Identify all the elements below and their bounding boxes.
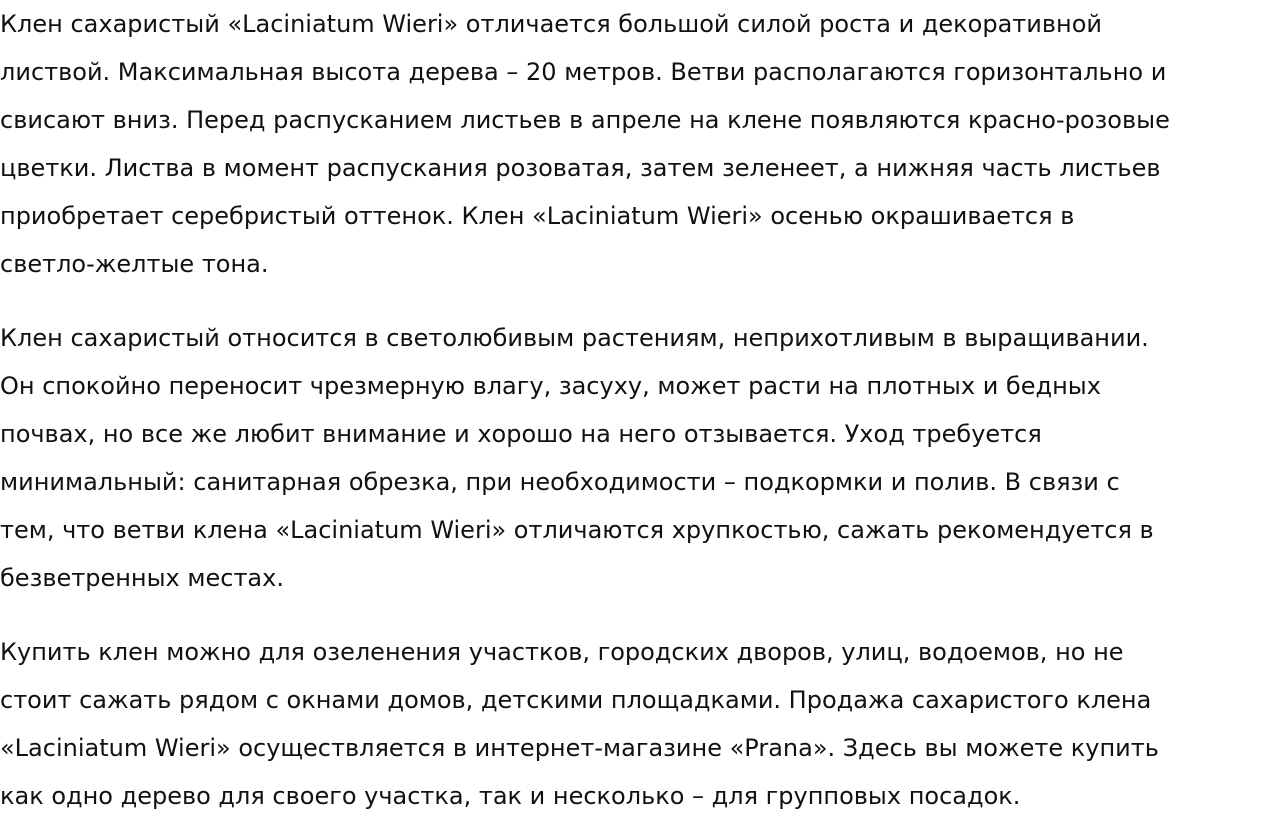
paragraph-description: Клен сахаристый «Laciniatum Wieri» отличается большой силой роста и декоративной листвой. Максимальная высота дерева – 20 метров. Ветви располагаются горизонтально и свисают вниз. Перед распусканием листьев в апреле на клене появляются красно-розовые цветки. Листва в момент распускания розоватая, затем зеленеет, а нижняя часть листьев приобретает серебристый оттенок. Клен «Laciniatum Wieri» осенью окрашивается в светло-желтые тона. <box>0 10 1170 278</box>
paragraph-purchase: Купить клен можно для озеленения участков, городских дворов, улиц, водоемов, но не стоит сажать рядом с окнами домов, детскими площадками. Продажа сахаристого клена «Laciniatum Wieri» осуществляется в интернет-магазине «Prana». Здесь вы можете купить как одно дерево для своего участка, так и несколько – для групповых посадок. <box>0 638 1159 810</box>
paragraph-care: Клен сахаристый относится в светолюбивым растениям, неприхотливым в выращивании. Он спокойно переносит чрезмерную влагу, засуху, может расти на плотных и бедных почвах, но все же любит внимание и хорошо на него отзывается. Уход требуется минимальный: санитарная обрезка, при необходимости – подкормки и полив. В связи с тем, что ветви клена «Laciniatum Wieri» отличаются хрупкостью, сажать рекомендуется в безветренных местах. <box>0 324 1154 592</box>
